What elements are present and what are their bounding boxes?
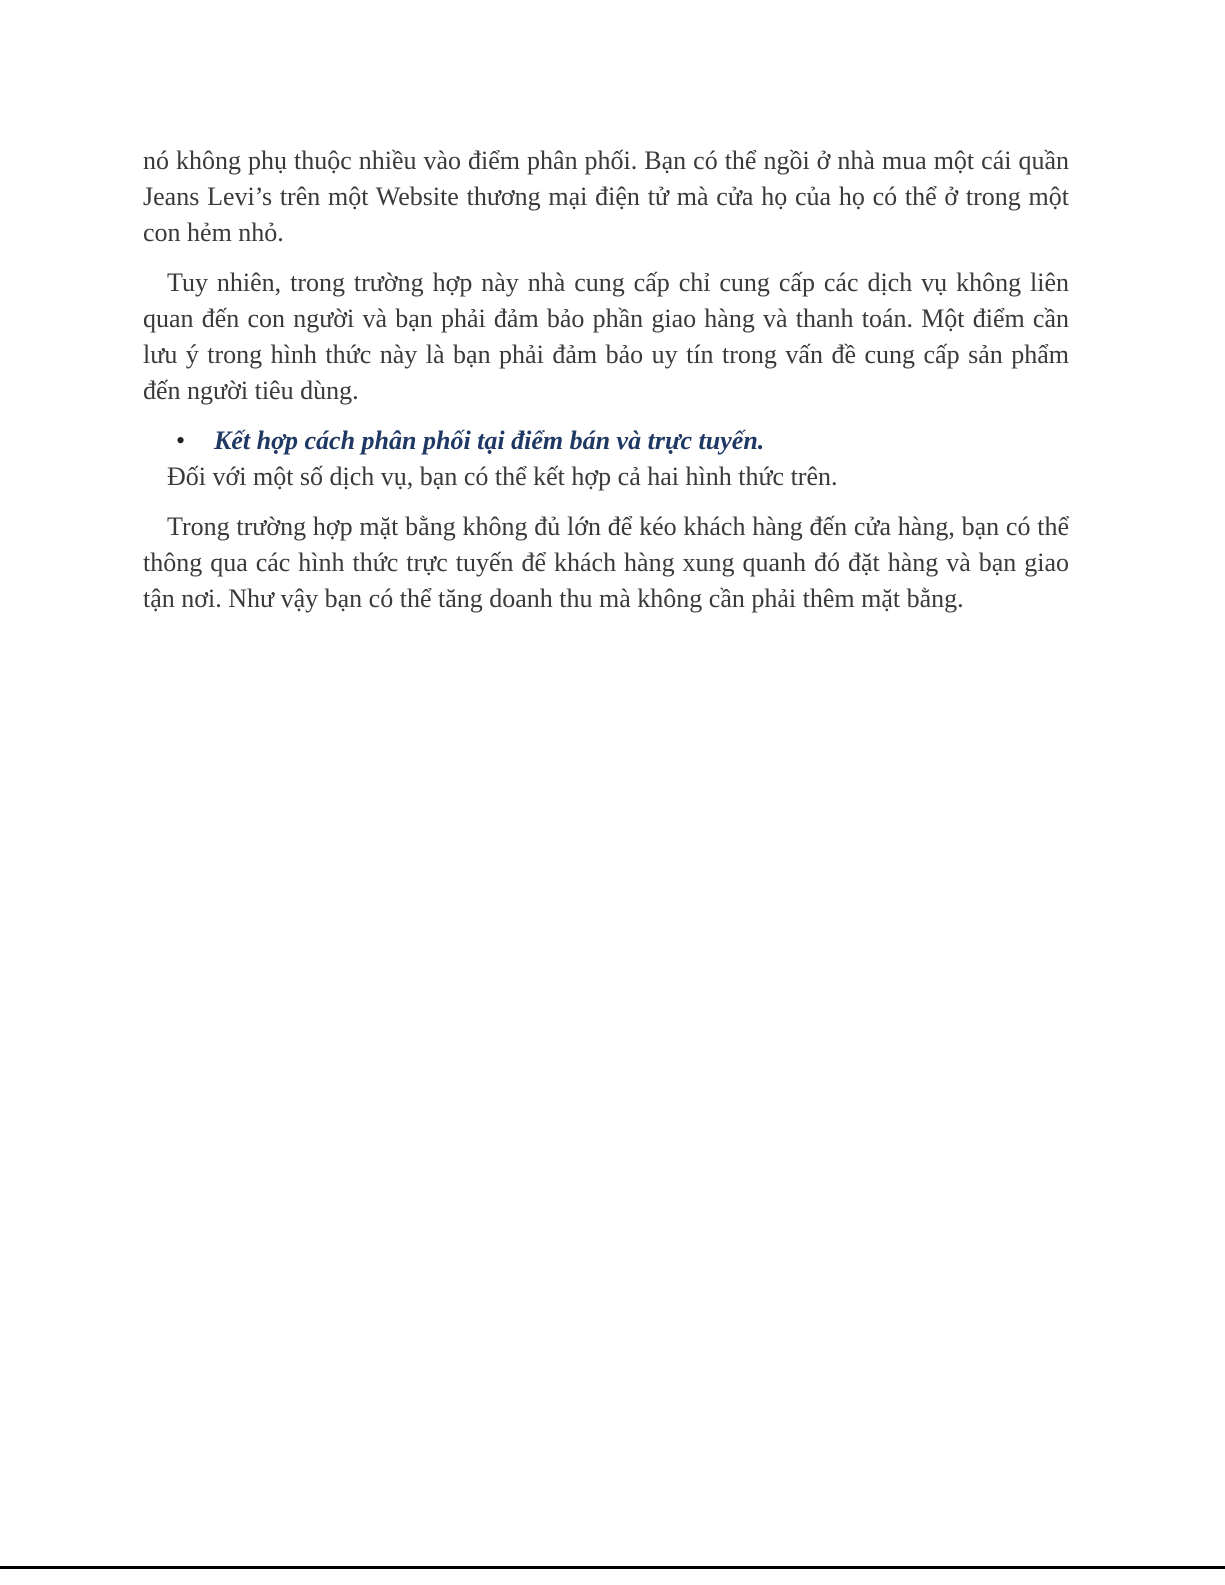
bullet-heading: Kết hợp cách phân phối tại điểm bán và trực tuyến. [214,426,765,455]
page-bottom-rule [0,1566,1225,1569]
bullet-item [143,423,1069,459]
paragraph-combine-intro: Đối với một số dịch vụ, bạn có thể kết hợp cả hai hình thức trên. [167,462,838,491]
paragraph-combine-detail: Trong trường hợp mặt bằng không đủ lớn để kéo khách hàng đến cửa hàng, bạn có thể thông qua các hình thức trực tuyến để khách hàng xung quanh đó đặt hàng và bạn giao tận nơi. Như vậy bạn có thể tăng doanh thu mà không cần phải thêm mặt bằng. [143,512,1069,613]
paragraph-continuation: nó không phụ thuộc nhiều vào điểm phân phối. Bạn có thể ngồi ở nhà mua một cái quần Jeans Levi’s trên một Website thương mại điện tử mà cửa họ của họ có thể ở trong một con hẻm nhỏ. [143,146,1069,247]
document-body [143,143,1069,631]
paragraph-provider-note: Tuy nhiên, trong trường hợp này nhà cung cấp chỉ cung cấp các dịch vụ không liên quan đến con người và bạn phải đảm bảo phần giao hàng và thanh toán. Một điểm cần lưu ý trong hình thức này là bạn phải đảm bảo uy tín trong vấn đề cung cấp sản phẩm đến người tiêu dùng. [143,268,1069,405]
bullet-icon: • [176,426,186,455]
